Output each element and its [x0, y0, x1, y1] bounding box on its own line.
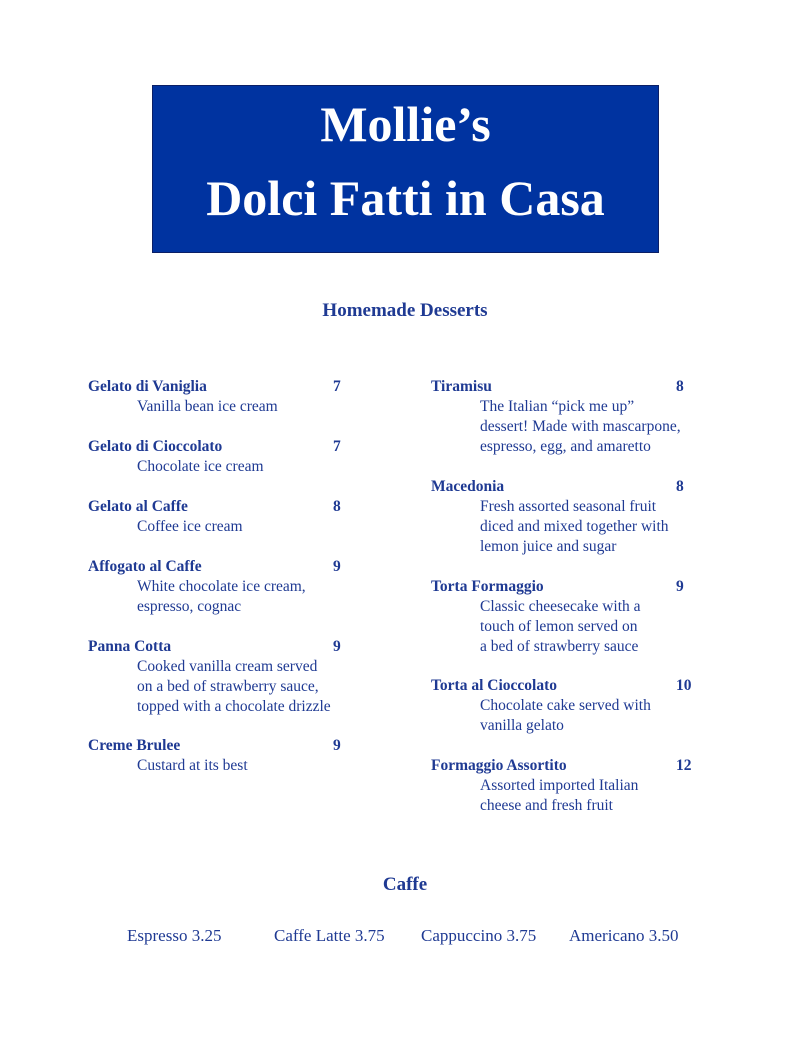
menu-item [431, 477, 731, 557]
menu-item [88, 557, 378, 617]
menu-item [88, 497, 378, 537]
item-price: 10 [676, 677, 692, 694]
item-price: 9 [676, 578, 684, 595]
item-price: 8 [676, 378, 684, 395]
menu-item [431, 577, 731, 657]
item-description: Chocolate cake served with vanilla gelato [480, 697, 651, 734]
item-name: Gelato di Vaniglia [88, 378, 207, 395]
caffe-item: Caffe Latte 3.75 [274, 926, 385, 945]
item-price: 9 [333, 638, 341, 655]
menu-title-banner [152, 85, 659, 253]
menu-item [88, 377, 378, 417]
caffe-heading: Caffe [382, 874, 428, 895]
item-name: Gelato al Caffe [88, 498, 188, 515]
item-description: Assorted imported Italian cheese and fresh fruit [480, 777, 639, 814]
item-description: Vanilla bean ice cream [137, 398, 278, 415]
item-description: Classic cheesecake with a touch of lemon served on a bed of strawberry sauce [480, 598, 641, 655]
item-price: 9 [333, 558, 341, 575]
menu-item [88, 736, 378, 776]
item-price: 9 [333, 737, 341, 754]
item-description: Fresh assorted seasonal fruit diced and mixed together with lemon juice and sugar [480, 498, 669, 555]
restaurant-name: Mollie’s [320, 96, 491, 152]
item-price: 8 [676, 478, 684, 495]
item-name: Torta al Cioccolato [431, 677, 557, 694]
item-name: Torta Formaggio [431, 578, 544, 595]
menu-item [431, 676, 731, 736]
restaurant-subtitle: Dolci Fatti in Casa [206, 170, 605, 226]
item-name: Gelato di Cioccolato [88, 438, 223, 455]
item-name: Macedonia [431, 478, 505, 495]
menu-item [431, 377, 731, 457]
item-description: Coffee ice cream [137, 518, 243, 535]
item-name: Tiramisu [431, 378, 492, 395]
item-description: Custard at its best [137, 757, 248, 774]
item-price: 7 [333, 378, 341, 395]
menu-item [88, 637, 378, 717]
caffe-item: Cappuccino 3.75 [421, 926, 537, 945]
item-description: Cooked vanilla cream served on a bed of strawberry sauce, topped with a chocolate drizzle [137, 658, 331, 715]
item-name: Creme Brulee [88, 737, 181, 754]
item-name: Panna Cotta [88, 638, 172, 655]
item-price: 7 [333, 438, 341, 455]
item-description: The Italian “pick me up” dessert! Made with mascarpone, espresso, egg, and amaretto [480, 398, 681, 455]
item-price: 12 [676, 757, 692, 774]
item-price: 8 [333, 498, 341, 515]
item-name: Formaggio Assortito [431, 757, 567, 774]
caffe-item: Americano 3.50 [569, 926, 679, 945]
item-description: Chocolate ice cream [137, 458, 264, 475]
item-name: Affogato al Caffe [88, 558, 202, 575]
desserts-heading: Homemade Desserts [322, 300, 488, 321]
menu-item [88, 437, 378, 477]
item-description: White chocolate ice cream, espresso, cognac [137, 578, 306, 615]
caffe-item: Espresso 3.25 [127, 926, 222, 945]
menu-item [431, 756, 731, 816]
